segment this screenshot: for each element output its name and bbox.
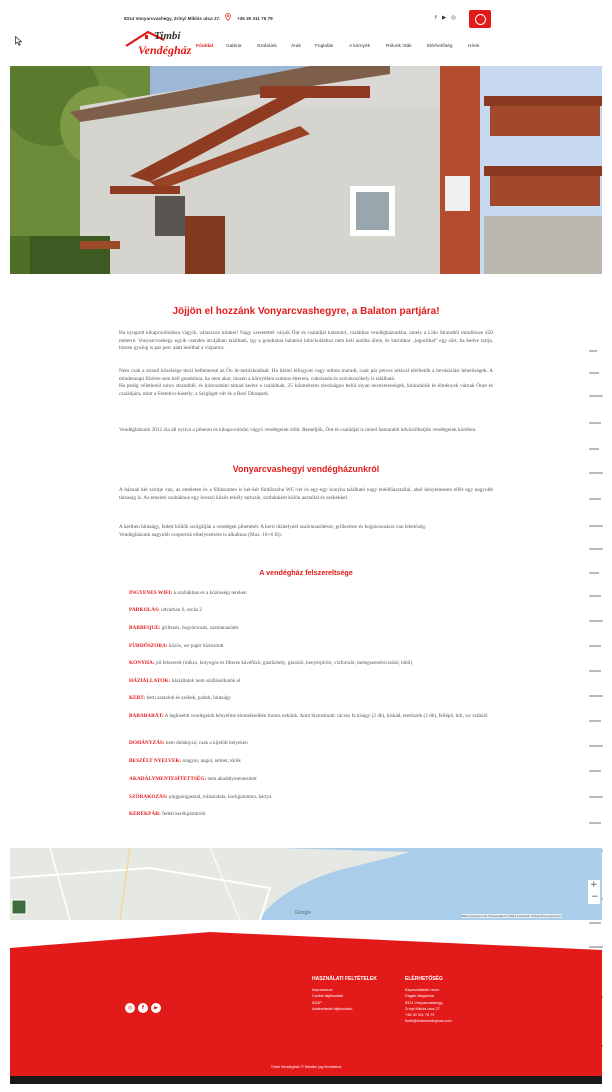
nav-item-galeria[interactable]: Galéria (226, 44, 242, 49)
footer-contact-title: ELÉRHETŐSÉG (405, 976, 443, 982)
about-title: Vonyarcvashegyi vendégházunkról (232, 464, 380, 474)
logo-text-vendeghaz: Vendégház (138, 43, 192, 57)
equipment-item: AKADÁLYMENTESÍTETTSÉG: nem akadálymentesített (129, 776, 257, 782)
footer-contact-column (405, 976, 452, 1025)
equipment-item: PARKOLÁS: udvarban 6, utcán 2 (129, 607, 203, 613)
footer-link-adatvedelem[interactable]: Adatvédelmi tájékoztató (312, 1006, 353, 1011)
equipment-item: KONYHA: jól felszerelt (mikro, kotyogós és filteres kávéfőző, gáztűzhely, gázsütő, kenyérpirító, vízforraló, melegszendvicssütő, hűtő) (129, 660, 413, 666)
footer-bottom-bar (10, 1076, 602, 1084)
equipment-item: KERT: kerti asztalok és székek, padok, hintaágy (129, 695, 232, 701)
page-title: Jöjjön el hozzánk Vonyarcvashegyre, a Balaton partjára! (172, 306, 440, 317)
map-zoom-in-button[interactable]: + (590, 880, 598, 890)
nav-item-hirek[interactable]: Hírek (468, 44, 480, 49)
site-logo[interactable] (124, 28, 192, 62)
footer-contact-email[interactable]: timbi@timbivendeghaz.com (405, 1019, 452, 1024)
intro-paragraph-3: Vendégházunk 2012 óta áll nyitva a pihenni és kikapcsolódni vágyó vendégeink előtt. Reméljük, Önt és családját is minél hamarabb üdvözölhetjük vendégeink körében. (119, 427, 477, 433)
location-map[interactable] (10, 848, 602, 920)
footer-contact-phone[interactable]: +36 30 311 76 79 (405, 1013, 435, 1018)
footer-link-cookie[interactable]: Cookie tájékoztató (312, 994, 344, 999)
map-zoom-out-button[interactable]: − (591, 892, 599, 902)
footer-contact-line: Kapcsolattartó neve: (405, 988, 440, 992)
equipment-item: INGYENES WIFI: a szobákban és a közösségi tereken (129, 590, 247, 596)
nav-item-szobaink[interactable]: Szobáink (257, 44, 277, 49)
top-bar (0, 10, 612, 30)
mouse-cursor-icon (15, 36, 23, 46)
map-attribution: Billentyűparancsok Térképadatok ©2022 Feltételek Térképhiba bejelentése (462, 914, 562, 918)
facebook-icon[interactable]: f (435, 15, 437, 21)
equipment-item: BABABARÁT: A legkisebb vendégeink kényelme kiemelkedően fontos nekünk. Amit biztosítunk: rácsos fa kiságy (2 db), kiskád, etetőszék (2 db), fellépő, bili, wc szűkítő (129, 713, 488, 719)
whatsapp-button[interactable] (469, 10, 491, 28)
equipment-item: SZÓRAKOZÁS: pingpongasztal, tollaslabda, backgammon, kártya (129, 794, 272, 800)
youtube-icon[interactable]: ▶ (151, 1003, 161, 1013)
nav-item-a-kornyek[interactable]: A környék (349, 44, 371, 49)
logo-text-timbi: Timbi (154, 30, 181, 42)
nav-item-arak[interactable]: Árak (291, 44, 301, 49)
footer-socials (125, 1003, 161, 1013)
instagram-icon[interactable]: ◎ (125, 1003, 135, 1013)
equipment-item: FÜRDŐSZOBA: közös, we papír biztosított (129, 643, 224, 649)
nav-item-foglalas[interactable]: Foglalás (315, 44, 334, 49)
equipment-title: A vendégház felszereltsége (259, 568, 353, 577)
hero-image (10, 66, 602, 274)
footer-link-aszf[interactable]: ÁSZF (312, 1000, 322, 1005)
footer-terms-title: HASZNÁLATI FELTÉTELEK (312, 976, 377, 982)
svg-text:Google: Google (295, 910, 312, 916)
about-paragraph-1: A háznak két szintje van, az emeleten és a földszinten is két-két fürdőszoba WC-vel és egy-egy konyha található nagy ebédlőasztallal, ahol kényelmesen elfér egy nagyobb társaság is. Az emeleti szobákhoz egy hosszú közös erkély tartozik, szobánként külön asztallal és székekkel. (119, 487, 493, 501)
youtube-icon[interactable]: ▶ (441, 15, 447, 21)
footer-terms-column (312, 976, 377, 1012)
facebook-icon[interactable]: f (138, 1003, 148, 1013)
site-footer (10, 930, 602, 1084)
location-pin-icon (225, 13, 231, 21)
about-paragraph-2: A kertben hintaágy, fedett kiülők szolgálják a vendégek pihenését. A kerti tűzhelynél szalonnasütésre, grillezésre és bográcsozásra van lehetőség. Vendégházunk nagyobb csoportok elhelyezésére is alkalmas (Max. 10+6 fő). (119, 524, 427, 538)
intro-paragraph-1: Ha nyugodt kikapcsolódásra vágyik, válasszon minket! Nagy szeretettel várjuk Önt és családját balatonri, családias vendégházunkba, amely a Lido Strandtól mindössze 450 méterre. Vonyarcvashegy egyik csendes utcájában található, így a gondtalan balatoni lubickoláshoz nem kell autóba ülnie, és bármikor „leguríthat” egy sört, ha kedve tartja, hiszen gyalog is pár perc alatt leséthat a vízpartra. (119, 330, 493, 351)
equipment-item: BARBEQUE: grillezés, bográcsozás, szalonnasütés (129, 625, 239, 631)
nav-item-rolunk-irtak[interactable]: Rólunk írták (386, 44, 412, 49)
footer-copyright: Timbi Vendégház © Minden jog fenntartva (270, 1065, 342, 1069)
whatsapp-icon (475, 14, 486, 25)
footer-link-impresszum[interactable]: Impresszum (312, 988, 333, 992)
header-socials (435, 15, 456, 22)
header-phone[interactable]: +36 30 311 76 79 (237, 16, 273, 21)
intro-paragraph-2: Nem csak a strand közelsége teszi kellemessé az Ön itt-tartózkodását. Ha bármi elfogyott vagy otthon maradt, csak pár perces sétával elérhetők a bevásárlási lehetőségek. A mindennapi főzésre sem kell gondolnia, ha nem akar, hiszen a környéken számos étterem, cukrászda és szórakozóhely is található. Ha pedig véletlenül nincs strandidő, és kimozdulni támad kedve a családnak, 25 kilométeres távolságon belül olyan nevezetességek, kirándulók és élmények várnak Önre és családjára, mint a Festetics-kastély, a Szigliget-vár és a Rezi Dinopark. (119, 368, 493, 397)
footer-contact-line: 8314 Vonyarcvashegy, (405, 1000, 444, 1005)
nav-item-fooldal[interactable]: Főoldal (196, 44, 214, 49)
header-address: 8314 Vonyarcvashegy, Zrínyi Miklós utca 27. (124, 16, 221, 21)
footer-contact-line: Zrínyi Miklós utca 27. (405, 1006, 441, 1011)
equipment-item: KERÉKPÁR: fedett kerékpártároló (129, 811, 206, 817)
footer-contact-line: Dagán Magdolna (405, 994, 434, 999)
equipment-item: HÁZIÁLLATOK: háziállatok nem szállásolhatók el (129, 678, 241, 684)
instagram-icon[interactable]: ◎ (451, 15, 456, 21)
equipment-item: DOHÁNYZÁS: nem dohányzó, csak a kijelölt helyeken (129, 740, 248, 746)
nav-item-elerhetoseg[interactable]: Elérhetőség (427, 44, 453, 49)
equipment-item: BESZÉLT NYELVEK: magyar, angol, német, török (129, 758, 241, 764)
